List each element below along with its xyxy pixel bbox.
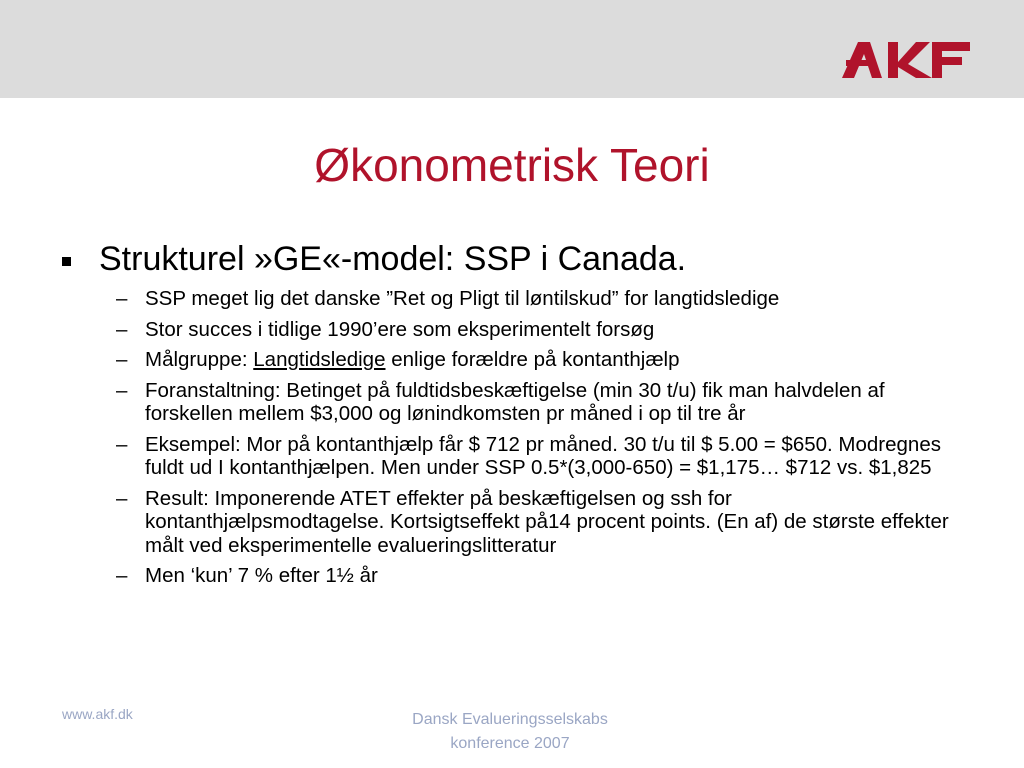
- sub-bullet: – Foranstaltning: Betinget på fuldtidsbeskæftigelse (min 30 t/u) fik man halvdelen af forskellen mellem $3,000 og lønindkomsten pr måned i op til tre år: [116, 378, 885, 425]
- sub-bullet: – Målgruppe: Langtidsledige enlige forældre på kontanthjælp: [116, 348, 680, 371]
- sub-bullet-list: [116, 287, 976, 595]
- sub-bullet: – Stor succes i tidlige 1990’ere som eksperimentelt forsøg: [116, 317, 655, 341]
- akf-logo: [842, 40, 972, 80]
- sub-bullet: – Men ‘kun’ 7 % efter 1½ år: [116, 564, 378, 587]
- sub-bullet: – SSP meget lig det danske ”Ret og Pligt til løntilskud” for langtidsledige: [116, 287, 780, 310]
- sub-bullet: – Result: Imponerende ATET effekter på beskæftigelsen og ssh for kontanthjælpsmodtagelse. Kortsigtseffekt på14 procent points. (En af) de største effekter målt ved eksperimentelle evalueringslitteratur: [116, 486, 949, 557]
- footer-url[interactable]: www.akf.dk: [62, 706, 133, 722]
- underlined-term: Langtidsledige: [253, 348, 386, 371]
- sub-bullet: – Eksempel: Mor på kontanthjælp får $ 712 pr måned. 30 t/u til $ 5.00 = $650. Modregnes fuldt ud I kontanthjælpen. Men under SSP 0.5*(3,000-650) = $1,175… $712 vs. $1,825: [116, 432, 941, 479]
- bullet-square-icon: [62, 257, 71, 266]
- footer-conference: Dansk Evalueringsselskabs konference 2007: [412, 711, 608, 752]
- main-bullet-text: Strukturel »GE«-model: SSP i Canada.: [99, 240, 687, 278]
- slide-title: Økonometrisk Teori: [314, 139, 710, 191]
